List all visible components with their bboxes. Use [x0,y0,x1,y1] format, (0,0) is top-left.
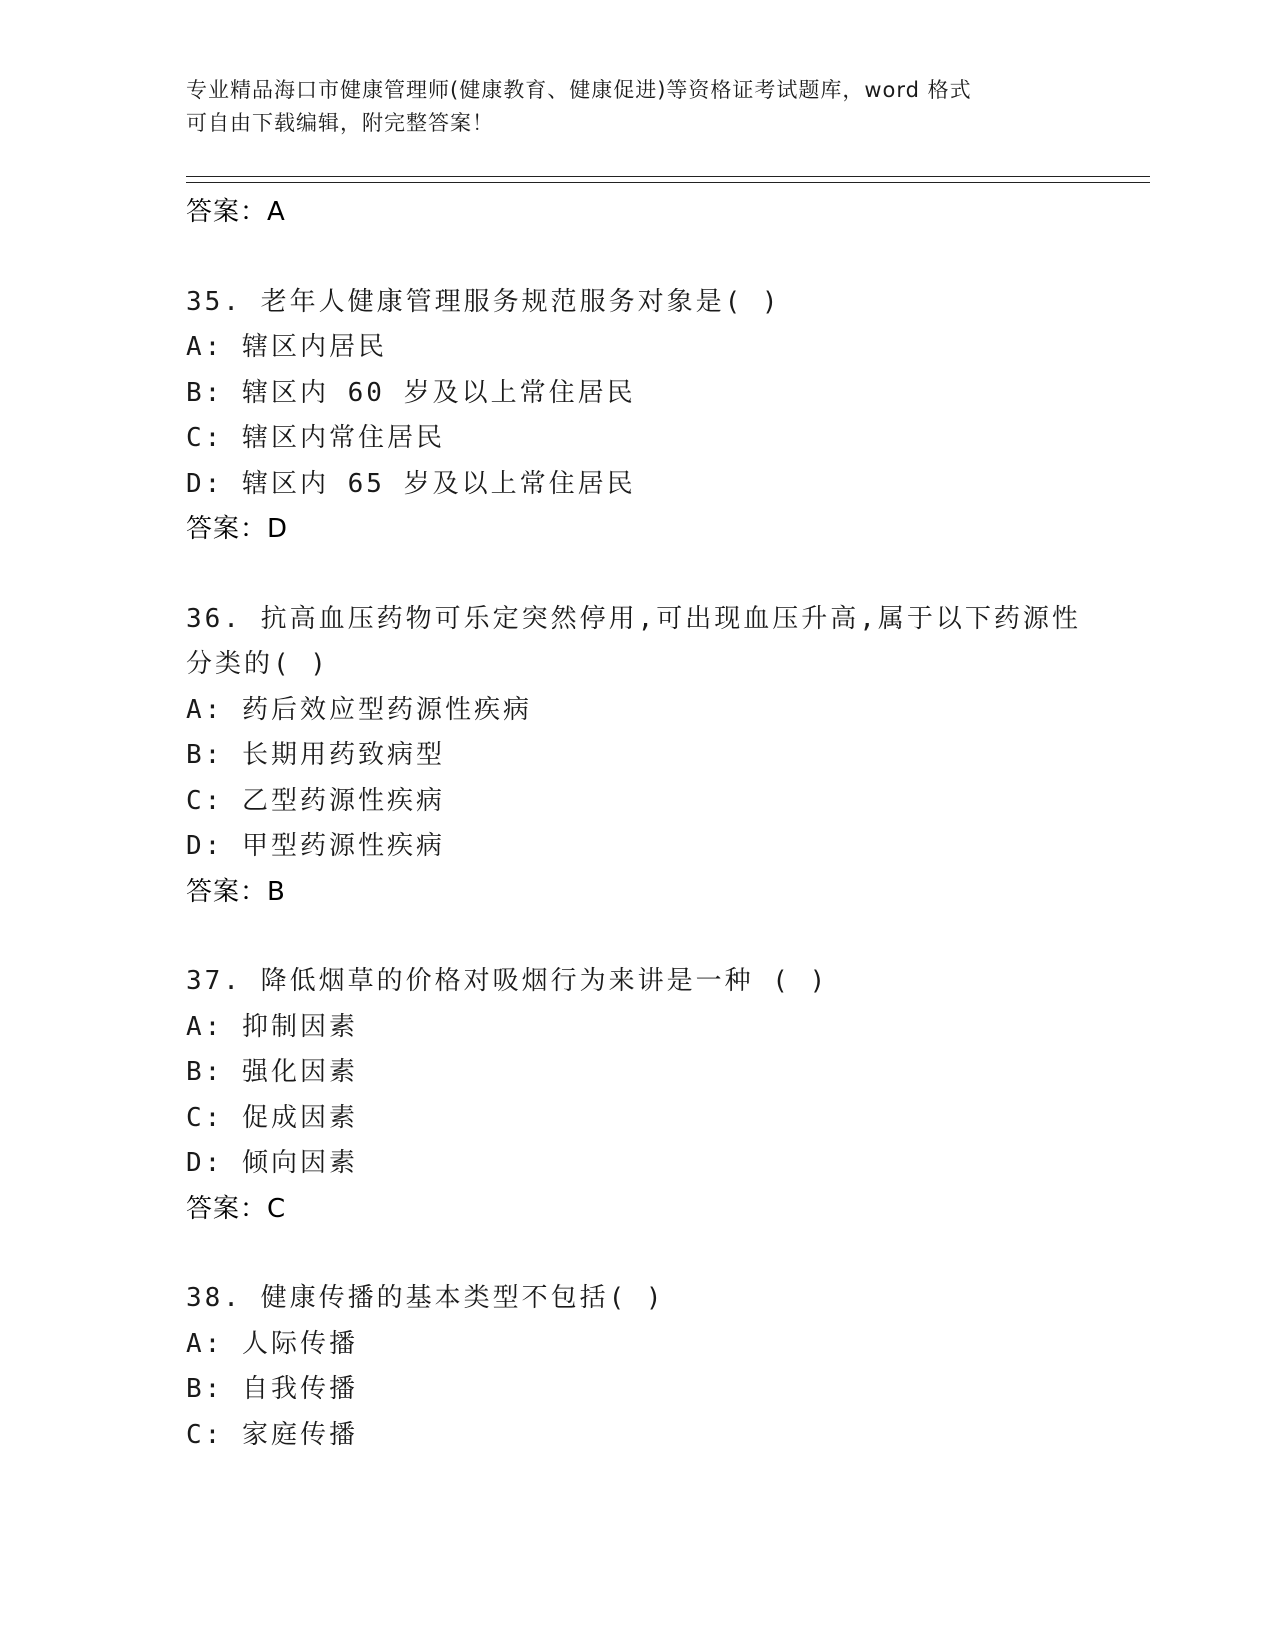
question-36 [186,597,1086,916]
page-header [186,74,1086,140]
option-d: D: 辖区内 65 岁及以上常住居民 [186,468,636,499]
answer: 答案：D [186,514,289,544]
header-divider-top [186,176,1150,177]
spacer [186,553,1086,597]
question-list [186,190,1086,1458]
header-divider-bottom [186,182,1150,183]
option-c: C: 乙型药源性疾病 [186,785,445,816]
question-stem-line-2: 分类的( ) [186,649,329,679]
question-38 [186,1276,1086,1458]
answer: 答案：C [186,1193,287,1224]
answer: 答案：B [186,876,286,907]
option-b: B: 自我传播 [186,1374,358,1404]
option-d: D: 甲型药源性疾病 [186,831,445,861]
option-a: A: 抑制因素 [186,1011,358,1042]
question-37 [186,959,1086,1232]
spacer [186,1232,1086,1276]
option-c: C: 促成因素 [186,1102,358,1133]
spacer [186,236,1086,280]
option-a: A: 人际传播 [186,1328,358,1359]
header-line-1: 专业精品海口市健康管理师(健康教育、健康促进)等资格证考试题库，word 格式 [186,78,972,102]
option-b: B: 长期用药致病型 [186,740,445,770]
header-line-2: 可自由下载编辑，附完整答案！ [186,111,494,135]
question-stem: 37. 降低烟草的价格对吸烟行为来讲是一种 ( ) [186,966,829,996]
option-a: A: 辖区内居民 [186,332,387,362]
previous-answer: 答案：A [186,197,286,227]
option-d: D: 倾向因素 [186,1148,358,1178]
option-c: C: 家庭传播 [186,1419,358,1450]
question-stem: 35. 老年人健康管理服务规范服务对象是( ) [186,286,781,317]
option-c: C: 辖区内常住居民 [186,423,445,453]
question-stem-line-1: 36. 抗高血压药物可乐定突然停用,可出现血压升高,属于以下药源性 [186,603,1081,634]
spacer [186,915,1086,959]
option-a: A: 药后效应型药源性疾病 [186,694,532,725]
question-35 [186,280,1086,553]
option-b: B: 辖区内 60 岁及以上常住居民 [186,377,636,408]
option-b: B: 强化因素 [186,1057,358,1087]
question-stem: 38. 健康传播的基本类型不包括( ) [186,1283,665,1313]
